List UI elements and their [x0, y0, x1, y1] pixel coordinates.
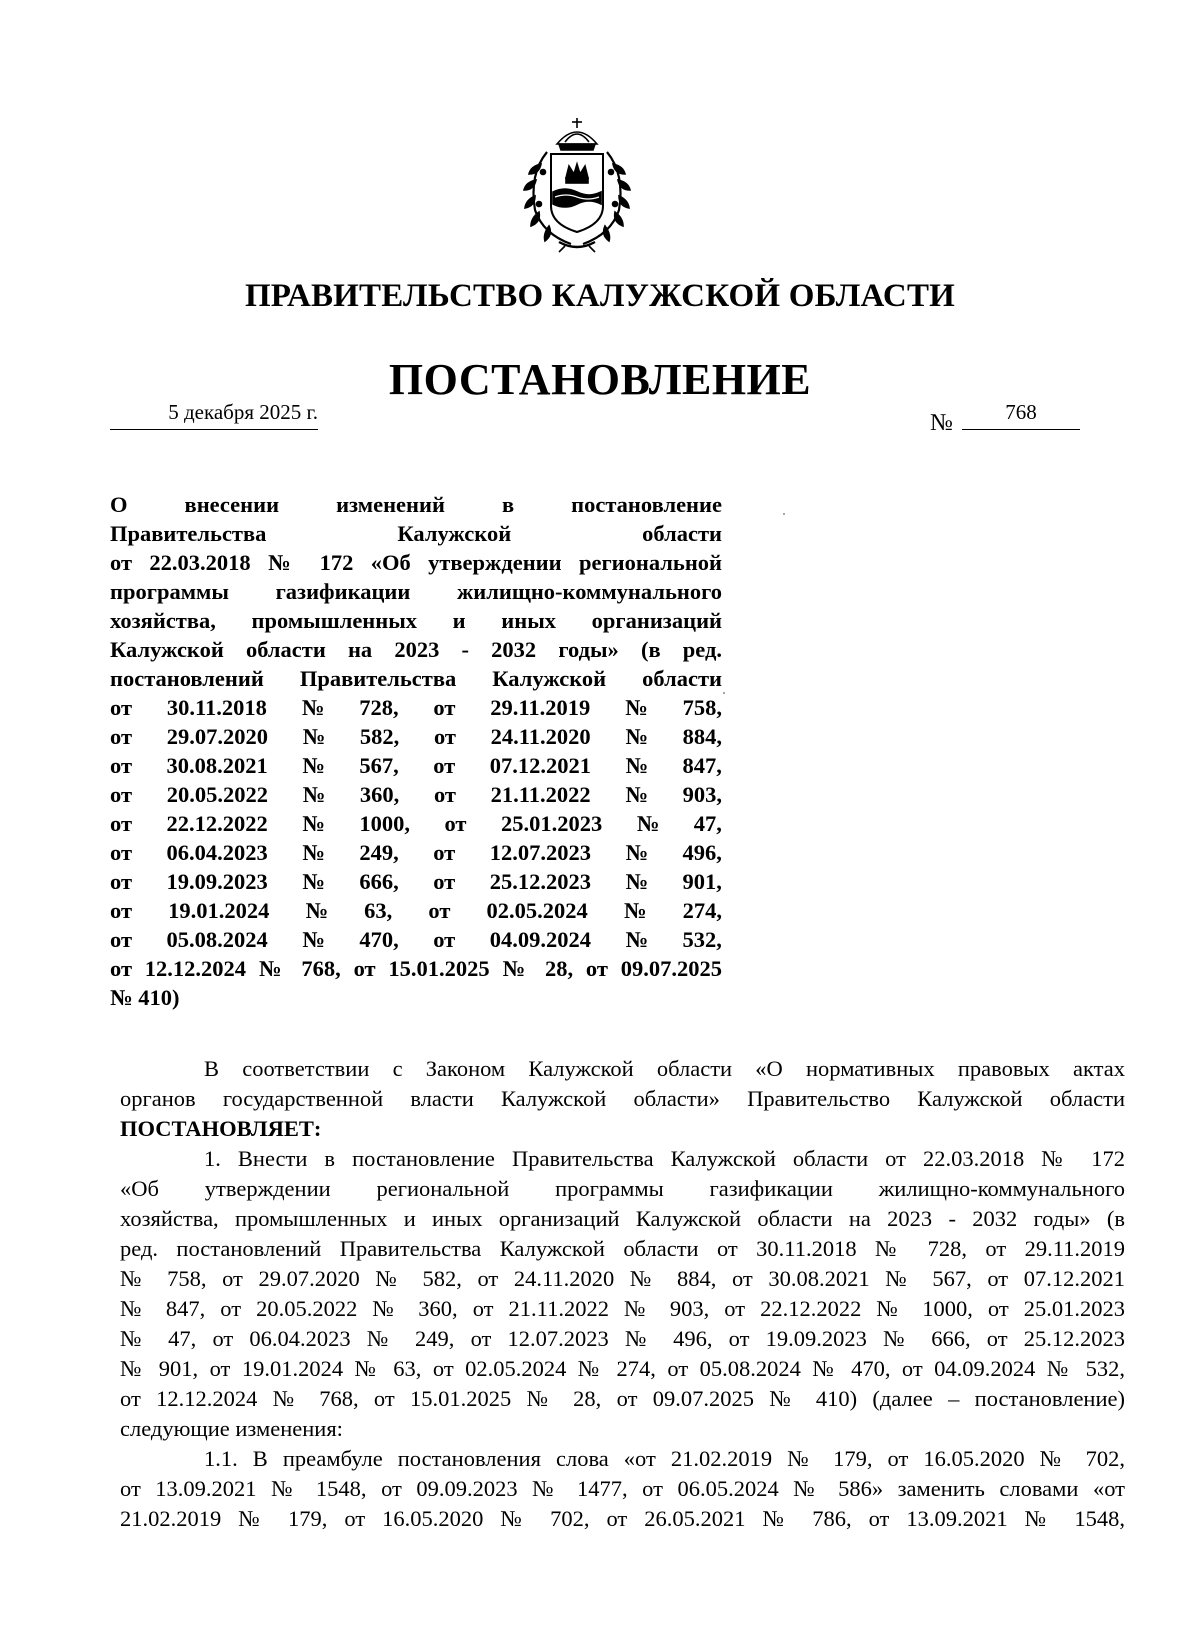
scan-speck [783, 513, 785, 515]
subject-word: от [110, 898, 133, 923]
subject-word: № [302, 782, 326, 807]
document-number: 768 [962, 400, 1080, 430]
subject-word: 666, [359, 869, 399, 894]
body-line: от 12.12.2024 № 768, от 15.01.2025 № 28, от 09.07.2025 № 410) (далее – постановление) [120, 1386, 1125, 1411]
subject-word: № [625, 724, 648, 749]
subject-word: 728, [359, 695, 399, 720]
subject-word: от [433, 869, 456, 894]
subject-word: 63, [364, 898, 393, 923]
subject-line: от 12.12.2024 № 768, от 15.01.2025 № 28, от 09.07.2025 [110, 956, 722, 981]
subject-line [110, 693, 722, 722]
subject-word: постановление [571, 492, 722, 517]
subject-word: внесении [184, 492, 280, 517]
government-title: ПРАВИТЕЛЬСТВО КАЛУЖСКОЙ ОБЛАСТИ [244, 278, 956, 314]
subject-word: 1000, [359, 811, 410, 836]
subject-line [110, 519, 722, 548]
subject-line: Калужской области на 2023 - 2032 годы» (в ред. [110, 637, 722, 662]
subject-word: от [110, 695, 133, 720]
subject-word: 12.07.2023 [489, 840, 591, 865]
document-body [120, 1054, 1125, 1534]
subject-word: № [625, 869, 649, 894]
subject-word: изменений [336, 492, 445, 517]
subject-word: 903, [682, 782, 722, 807]
subject-word: от [110, 724, 133, 749]
subject-word: № [625, 695, 648, 720]
subject-word: 758, [682, 695, 722, 720]
body-line: № 758, от 29.07.2020 № 582, от 24.11.2020 № 884, от 30.08.2021 № 567, от 07.12.2021 [120, 1266, 1125, 1291]
subject-word: 06.04.2023 [166, 840, 268, 865]
subject-word: области [642, 521, 722, 546]
subject-word: от [433, 753, 456, 778]
subject-word: 532, [682, 927, 722, 952]
subject-word: 25.12.2023 [489, 869, 591, 894]
subject-line [110, 780, 722, 809]
subject-word: от [428, 898, 451, 923]
subject-word: 29.11.2019 [490, 695, 591, 720]
subject-word: 47, [693, 811, 722, 836]
body-line: 1.1. В преамбуле постановления слова «от 21.02.2019 № 179, от 16.05.2020 № 702, [204, 1446, 1125, 1471]
subject-word: № [625, 782, 648, 807]
scan-speck [723, 692, 725, 694]
subject-word: 30.08.2021 [166, 753, 268, 778]
subject-word: № [302, 840, 325, 865]
subject-word: № [301, 695, 325, 720]
subject-word: 496, [682, 840, 722, 865]
document-type-title: ПОСТАНОВЛЕНИЕ [388, 355, 812, 404]
subject-word: в [501, 492, 515, 517]
resolution-keyword: ПОСТАНОВЛЯЕТ: [120, 1116, 322, 1141]
subject-word: № [302, 927, 325, 952]
body-line: 1. Внести в постановление Правительства Калужской области от 22.03.2018 № 172 [204, 1146, 1125, 1171]
subject-word: от [433, 782, 456, 807]
subject-word: О [110, 492, 128, 517]
subject-word: № [305, 898, 329, 923]
subject-word: 582, [359, 724, 400, 749]
body-line: № 847, от 20.05.2022 № 360, от 21.11.2022 № 903, от 22.12.2022 № 1000, от 25.01.2023 [120, 1296, 1125, 1321]
document-date: 5 декабря 2025 г. [110, 400, 318, 430]
subject-word: Правительства [110, 521, 267, 546]
subject-word: № [625, 840, 649, 865]
body-line: ред. постановлений Правительства Калужской области от 30.11.2018 № 728, от 29.11.2019 [120, 1236, 1125, 1261]
number-label: № [930, 410, 953, 436]
subject-line: постановлений Правительства Калужской области [110, 666, 722, 691]
subject-word: 25.01.2023 [500, 811, 603, 836]
subject-word: 470, [359, 927, 399, 952]
subject-word: № [636, 811, 660, 836]
subject-word: от [433, 927, 456, 952]
subject-word: от [110, 927, 133, 952]
subject-word: № [302, 869, 325, 894]
subject-word: 24.11.2020 [490, 724, 591, 749]
subject-line: от 22.03.2018 № 172 «Об утверждении региональной [110, 550, 722, 575]
document-subject [110, 490, 722, 1012]
subject-line [110, 896, 722, 925]
subject-line [110, 838, 722, 867]
subject-line: хозяйства, промышленных и иных организаций [110, 608, 722, 633]
subject-word: 360, [359, 782, 400, 807]
body-line: № 47, от 06.04.2023 № 249, от 12.07.2023 № 496, от 19.09.2023 № 666, от 25.12.2023 [120, 1326, 1125, 1351]
subject-line [110, 490, 722, 519]
subject-word: 884, [682, 724, 722, 749]
subject-word: № [302, 753, 325, 778]
subject-word: от [444, 811, 467, 836]
subject-word: от [110, 753, 133, 778]
subject-line: программы газификации жилищно-коммунального [110, 579, 722, 604]
subject-word: 07.12.2021 [489, 753, 591, 778]
subject-word: 21.11.2022 [490, 782, 591, 807]
body-line: № 901, от 19.01.2024 № 63, от 02.05.2024 № 274, от 05.08.2024 № 470, от 04.09.2024 № 532, [120, 1356, 1125, 1381]
subject-word: 567, [359, 753, 399, 778]
subject-word: от [110, 840, 133, 865]
subject-word: 30.11.2018 [166, 695, 267, 720]
subject-word: 04.09.2024 [489, 927, 591, 952]
body-line: 21.02.2019 № 179, от 16.05.2020 № 702, от 26.05.2021 № 786, от 13.09.2021 № 1548, [120, 1506, 1125, 1531]
body-line: «Об утверждении региональной программы газификации жилищно-коммунального [120, 1176, 1125, 1201]
body-line: В соответствии с Законом Калужской области «О нормативных правовых актах [204, 1056, 1125, 1081]
subject-word: 20.05.2022 [166, 782, 268, 807]
subject-word: 05.08.2024 [166, 927, 268, 952]
subject-word: от [110, 811, 133, 836]
subject-word: 249, [359, 840, 399, 865]
subject-word: 901, [682, 869, 722, 894]
subject-line [110, 751, 722, 780]
subject-word: № [302, 724, 326, 749]
subject-word: № [302, 811, 325, 836]
body-line: органов государственной власти Калужской области» Правительство Калужской области [120, 1086, 1125, 1111]
subject-word: 274, [682, 898, 722, 923]
subject-word: от [110, 782, 133, 807]
subject-word: Калужской [397, 521, 512, 546]
subject-word: № [623, 898, 647, 923]
subject-word: № [625, 753, 649, 778]
subject-word: 02.05.2024 [486, 898, 588, 923]
subject-word: от [433, 840, 456, 865]
subject-word: 847, [682, 753, 722, 778]
body-line: хозяйства, промышленных и иных организаций Калужской области на 2023 - 2032 годы» (в [120, 1206, 1125, 1231]
subject-word: № [625, 927, 649, 952]
body-line: от 13.09.2021 № 1548, от 09.09.2023 № 1477, от 06.05.2024 № 586» заменить словами «от [120, 1476, 1125, 1501]
subject-line [110, 925, 722, 954]
coat-of-arms-icon [519, 114, 635, 254]
subject-word: от [433, 695, 456, 720]
body-line: следующие изменения: [120, 1416, 343, 1441]
subject-word: 22.12.2022 [166, 811, 268, 836]
subject-word: 29.07.2020 [166, 724, 268, 749]
subject-word: 19.09.2023 [166, 869, 268, 894]
subject-word: 19.01.2024 [168, 898, 270, 923]
subject-line [110, 867, 722, 896]
subject-line [110, 809, 722, 838]
subject-word: от [433, 724, 456, 749]
subject-line: № 410) [110, 985, 180, 1010]
subject-word: от [110, 869, 133, 894]
subject-line [110, 722, 722, 751]
